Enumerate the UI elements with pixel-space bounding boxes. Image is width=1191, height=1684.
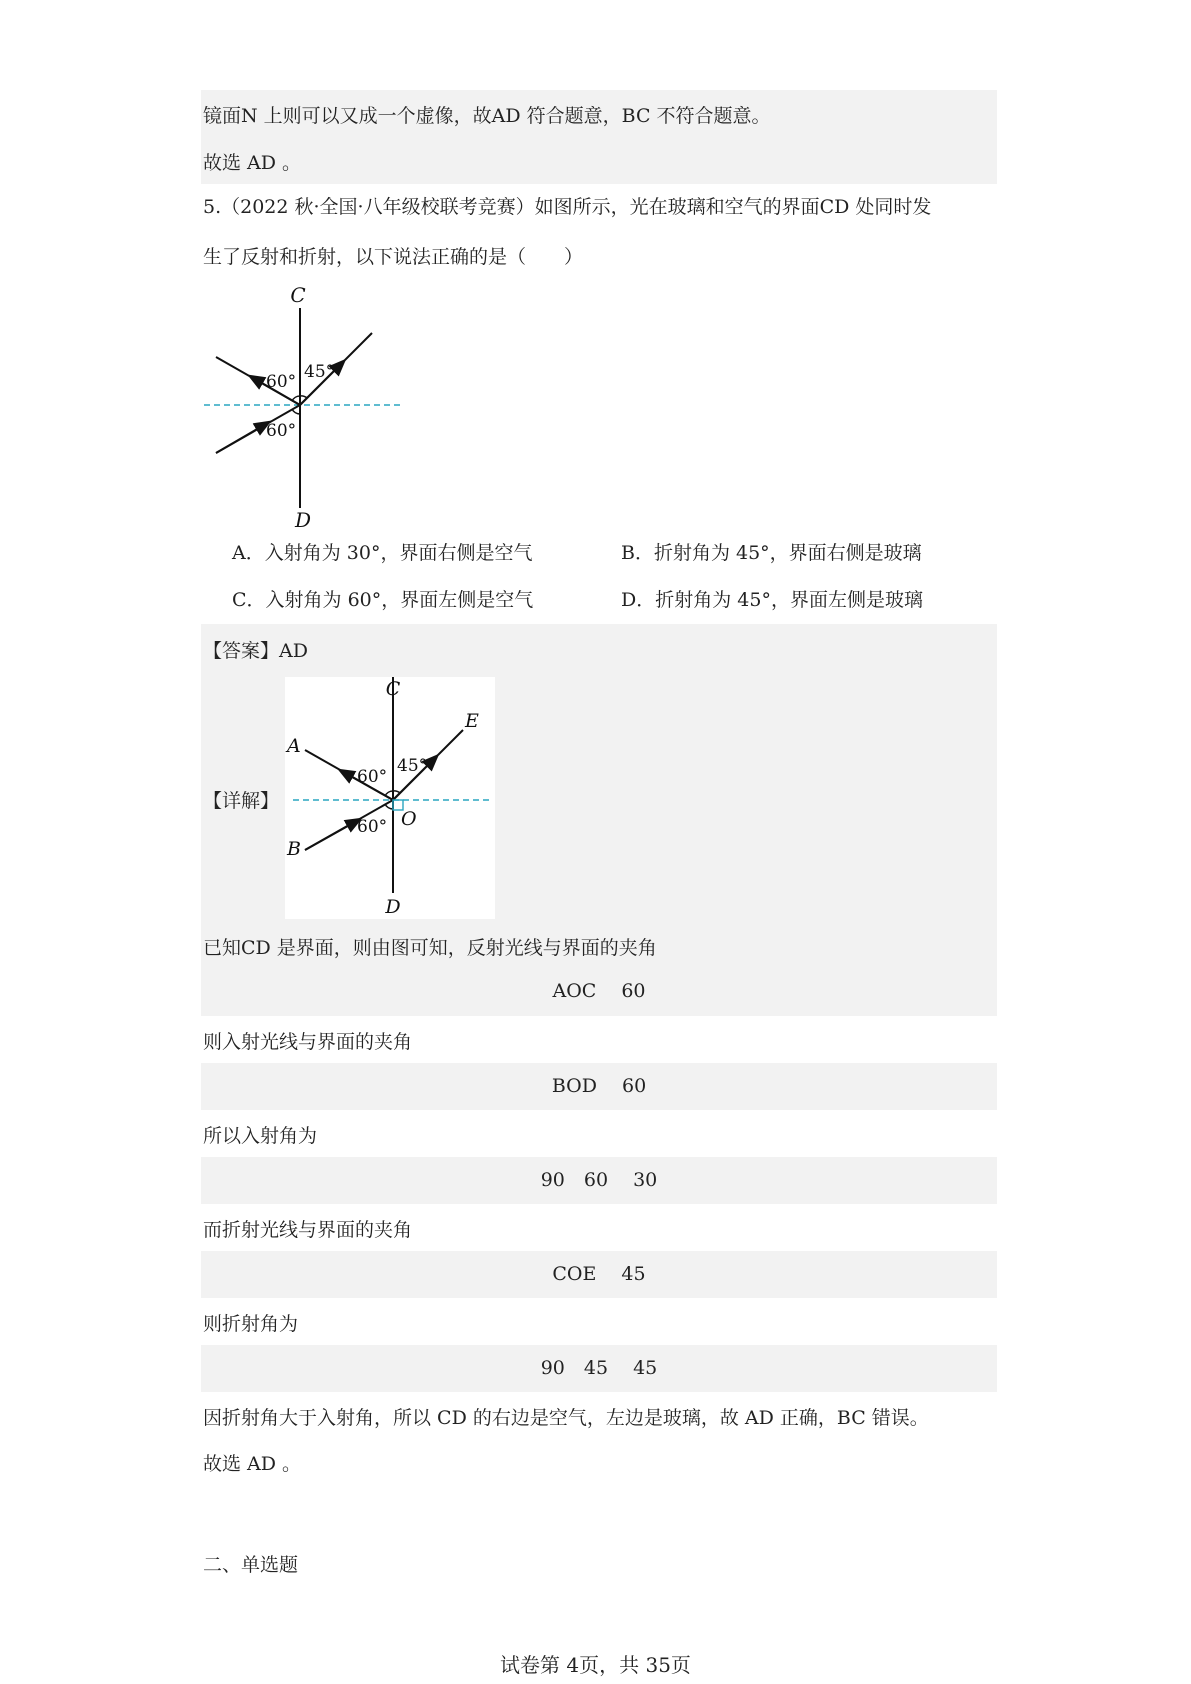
label-c: C [290, 283, 306, 307]
option-b: B．折射角为 45°，界面右侧是玻璃 [621, 542, 922, 564]
label-d: D [385, 896, 401, 918]
label-d: D [294, 508, 312, 530]
option-a: A．入射角为 30°，界面右侧是空气 [232, 542, 533, 564]
label-e: E [465, 710, 479, 732]
solution-line-3: 所以入射角为 [203, 1125, 318, 1147]
angle-label-45: 45° [304, 362, 335, 382]
solution-conclusion: 因折射角大于入射角，所以 CD 的右边是空气，左边是玻璃，故 AD 正确，BC 错误。 [203, 1407, 929, 1429]
angle-arc-bottom [292, 409, 300, 414]
option-c: C．入射角为 60°，界面左侧是空气 [232, 589, 534, 611]
incident-ray-arrow [216, 425, 264, 453]
solution-line-5: 则折射角为 [203, 1313, 299, 1335]
prev-solution-choice: 故选 AD 。 [203, 152, 302, 174]
label-a: A [287, 735, 301, 757]
equation-4: COE 45 [552, 1263, 646, 1285]
angle-label-60-top: 60° [266, 372, 297, 392]
prev-solution-line: 镜面N 上则可以又成一个虚像，故AD 符合题意，BC 不符合题意。 [203, 105, 771, 127]
question-stem-line2: 生了反射和折射，以下说法正确的是（ ） [203, 246, 584, 268]
equation-3: 90 60 30 [540, 1169, 658, 1191]
angle-arc-top [292, 396, 300, 401]
equation-1: AOC 60 [552, 980, 646, 1002]
page-footer: 试卷第 4页，共 35页 [500, 1653, 691, 1677]
section-title: 二、单选题 [203, 1554, 299, 1576]
solution-line-2: 则入射光线与界面的夹角 [203, 1031, 413, 1053]
equation-2: BOD 60 [551, 1075, 647, 1097]
label-o: O [401, 808, 417, 830]
solution-line-4: 而折射光线与界面的夹角 [203, 1219, 413, 1241]
angle-label-60-top: 60° [357, 767, 388, 787]
detail-label: 【详解】 [203, 790, 280, 812]
angle-label-45: 45° [397, 756, 428, 776]
angle-arc-right [300, 396, 307, 398]
option-d: D．折射角为 45°，界面左侧是玻璃 [621, 589, 923, 611]
answer-label: 【答案】AD [203, 640, 308, 662]
angle-label-60-bottom: 60° [357, 817, 388, 837]
label-c: C [385, 678, 401, 700]
question-stem-line1: 5.（2022 秋·全国·八年级校联考竞赛）如图所示，光在玻璃和空气的界面CD 处同时发 [203, 196, 932, 218]
answer-figure [285, 677, 495, 919]
angle-label-60-bottom: 60° [266, 421, 297, 441]
question-figure [200, 280, 410, 530]
label-b: B [287, 838, 301, 860]
solution-choice: 故选 AD 。 [203, 1453, 302, 1475]
equation-5: 90 45 45 [540, 1357, 658, 1379]
solution-line-1: 已知CD 是界面，则由图可知，反射光线与界面的夹角 [203, 937, 657, 959]
